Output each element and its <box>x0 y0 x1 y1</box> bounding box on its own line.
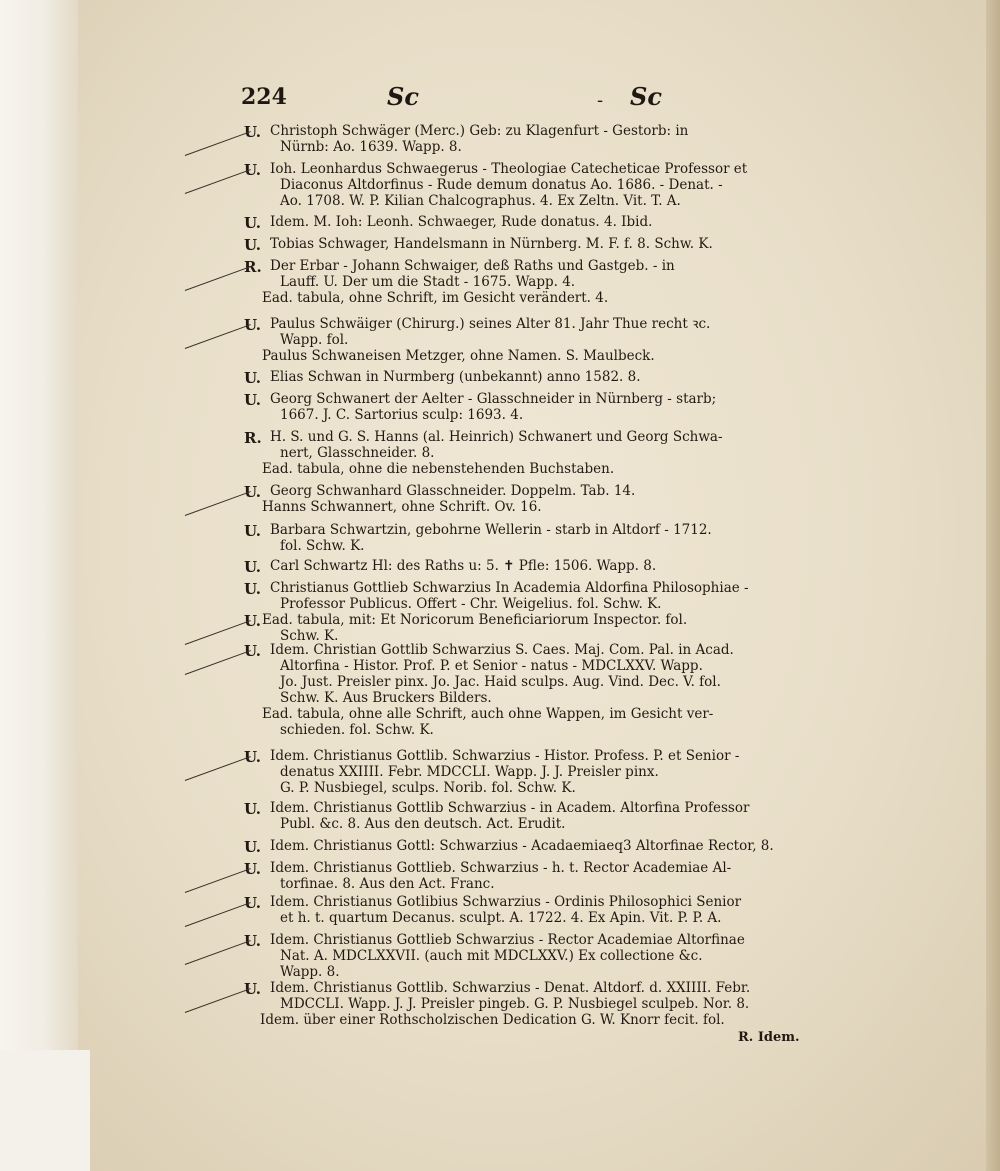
entry-line: Idem. Christianus Gottlieb. Schwarzius - h. t. Rector Academiae Al- <box>270 860 732 876</box>
entry-line: Ead. tabula, mit: Et Noricorum Beneficiariorum Inspector. fol. <box>262 612 688 628</box>
entry-line: Christianus Gottlieb Schwarzius In Academia Aldorfina Philosophiae - <box>270 580 749 596</box>
entry-line: Idem. Christianus Gottlieb Schwarzius - Rector Academiae Altorfinae <box>270 932 745 948</box>
pencil-stroke <box>185 491 251 516</box>
guide-word-right: Sc <box>630 82 662 111</box>
entry-line: Tobias Schwager, Handelsmann in Nürnberg. M. F. f. 8. Schw. K. <box>270 236 713 252</box>
pencil-stroke <box>185 620 251 645</box>
entry-line: Schw. K. Aus Bruckers Bilders. <box>280 690 492 706</box>
entry-line: Idem. Christianus Gottlib Schwarzius - in Academ. Altorfina Professor <box>270 800 750 816</box>
pencil-stroke <box>185 902 251 927</box>
entry-line: denatus XXIIII. Febr. MDCCLI. Wapp. J. J. Preisler pinx. <box>280 764 659 780</box>
pencil-stroke <box>185 868 251 893</box>
entry-line: schieden. fol. Schw. K. <box>280 722 434 738</box>
entry-marker: U. <box>244 214 261 232</box>
entry-marker: U. <box>244 316 261 334</box>
entry-marker: U. <box>244 860 261 878</box>
entry-line: Carl Schwartz Hl: des Raths u: 5. ✝ Pfle: 1506. Wapp. 8. <box>270 558 657 574</box>
pencil-stroke <box>185 988 251 1013</box>
entry-marker: U. <box>244 558 261 576</box>
pencil-stroke <box>185 940 251 965</box>
entry-line: Idem. M. Ioh: Leonh. Schwaeger, Rude donatus. 4. Ibid. <box>270 214 653 230</box>
pencil-stroke <box>185 266 251 291</box>
entry-line: Georg Schwanhard Glasschneider. Doppelm. Tab. 14. <box>270 483 636 499</box>
guide-word-left: Sc <box>387 82 419 111</box>
entry-line: Nat. A. MDCLXXVII. (auch mit MDCLXXV.) Ex collectione &c. <box>280 948 703 964</box>
entry-line: Paulus Schwäiger (Chirurg.) seines Alter 81. Jahr Thue recht ꝛc. <box>270 316 711 332</box>
entry-line: Christoph Schwäger (Merc.) Geb: zu Klagenfurt - Gestorb: in <box>270 123 689 139</box>
entry-marker: U. <box>244 369 261 387</box>
entry-line: Hanns Schwannert, ohne Schrift. Ov. 16. <box>262 499 542 515</box>
entry-line: torfinae. 8. Aus den Act. Franc. <box>280 876 495 892</box>
entry-line: Nürnb: Ao. 1639. Wapp. 8. <box>280 139 462 155</box>
entry-marker: U. <box>244 236 261 254</box>
entry-line: Publ. &c. 8. Aus den deutsch. Act. Erudit. <box>280 816 566 832</box>
entry-line: Georg Schwanert der Aelter - Glasschneider in Nürnberg - starb; <box>270 391 717 407</box>
entry-marker: U. <box>244 123 261 141</box>
entry-line: Diaconus Altdorfinus - Rude demum donatus Ao. 1686. - Denat. - <box>280 177 723 193</box>
entry-line: Ead. tabula, ohne die nebenstehenden Buchstaben. <box>262 461 615 477</box>
entry-line: et h. t. quartum Decanus. sculpt. A. 1722. 4. Ex Apin. Vit. P. P. A. <box>280 910 722 926</box>
entry-line: H. S. und G. S. Hanns (al. Heinrich) Schwanert und Georg Schwa- <box>270 429 723 445</box>
entry-line: Professor Publicus. Offert - Chr. Weigelius. fol. Schw. K. <box>280 596 662 612</box>
entry-line: Ao. 1708. W. P. Kilian Chalcographus. 4. Ex Zeltn. Vit. T. A. <box>280 193 681 209</box>
entry-marker: U. <box>244 894 261 912</box>
entry-marker: U. <box>244 748 261 766</box>
entry-line: Barbara Schwartzin, gebohrne Wellerin - starb in Altdorf - 1712. <box>270 522 712 538</box>
entry-line: Jo. Just. Preisler pinx. Jo. Jac. Haid sculps. Aug. Vind. Dec. V. fol. <box>280 674 721 690</box>
entry-line: Paulus Schwaneisen Metzger, ohne Namen. S. Maulbeck. <box>262 348 655 364</box>
entry-line: Der Erbar - Johann Schwaiger, deß Raths und Gastgeb. - in <box>270 258 675 274</box>
entry-marker: R. <box>244 258 262 276</box>
entry-line: Schw. K. <box>280 628 339 644</box>
entry-line: 1667. J. C. Sartorius sculp: 1693. 4. <box>280 407 524 423</box>
entry-marker: U. <box>244 932 261 950</box>
entry-line: Lauff. U. Der um die Stadt - 1675. Wapp. 4. <box>280 274 576 290</box>
entry-marker: U. <box>244 391 261 409</box>
entry-marker: U. <box>244 642 261 660</box>
entry-line: nert, Glasschneider. 8. <box>280 445 435 461</box>
entry-marker: U. <box>244 612 261 630</box>
entry-line: Altorfina - Histor. Prof. P. et Senior - natus - MDCLXXV. Wapp. <box>280 658 703 674</box>
entry-marker: U. <box>244 800 261 818</box>
pencil-stroke <box>185 756 251 781</box>
entry-line: fol. Schw. K. <box>280 538 365 554</box>
entry-line: Idem. Christianus Gottl: Schwarzius - Acadaemiaeq3 Altorfinae Rector, 8. <box>270 838 774 854</box>
entry-line: Ead. tabula, ohne Schrift, im Gesicht verändert. 4. <box>262 290 609 306</box>
entry-line: MDCCLI. Wapp. J. J. Preisler pingeb. G. P. Nusbiegel sculpeb. Nor. 8. <box>280 996 750 1012</box>
entry-marker: U. <box>244 522 261 540</box>
entry-marker: U. <box>244 838 261 856</box>
entry-line: Idem. Christianus Gottlib. Schwarzius - Histor. Profess. P. et Senior - <box>270 748 740 764</box>
entry-marker: R. <box>244 429 262 447</box>
entry-line: Ead. tabula, ohne alle Schrift, auch ohne Wappen, im Gesicht ver- <box>262 706 714 722</box>
pencil-stroke <box>185 169 251 194</box>
entry-line: Elias Schwan in Nurmberg (unbekannt) anno 1582. 8. <box>270 369 641 385</box>
pencil-stroke <box>185 324 251 349</box>
pencil-stroke <box>185 131 251 156</box>
entry-line: Ioh. Leonhardus Schwaegerus - Theologiae Catecheticae Professor et <box>270 161 748 177</box>
entry-line: G. P. Nusbiegel, sculps. Norib. fol. Schw. K. <box>280 780 576 796</box>
page-number: 224 <box>241 84 287 110</box>
entry-line: Idem. Christianus Gottlib. Schwarzius - Denat. Altdorf. d. XXIIII. Febr. <box>270 980 751 996</box>
entry-marker: U. <box>244 483 261 501</box>
entry-marker: U. <box>244 980 261 998</box>
entry-marker: U. <box>244 161 261 179</box>
pencil-stroke <box>185 650 251 675</box>
header-dash: - <box>597 90 604 111</box>
entry-marker: U. <box>244 580 261 598</box>
entry-line: Idem. Christian Gottlib Schwarzius S. Caes. Maj. Com. Pal. in Acad. <box>270 642 734 658</box>
entry-line: Idem. über einer Rothscholzischen Dedication G. W. Knorr fecit. fol. <box>260 1012 725 1028</box>
entry-line: Idem. Christianus Gotlibius Schwarzius - Ordinis Philosophici Senior <box>270 894 742 910</box>
entry-line: Wapp. fol. <box>280 332 349 348</box>
entry-line: Wapp. 8. <box>280 964 340 980</box>
catchword: R. Idem. <box>738 1030 800 1045</box>
